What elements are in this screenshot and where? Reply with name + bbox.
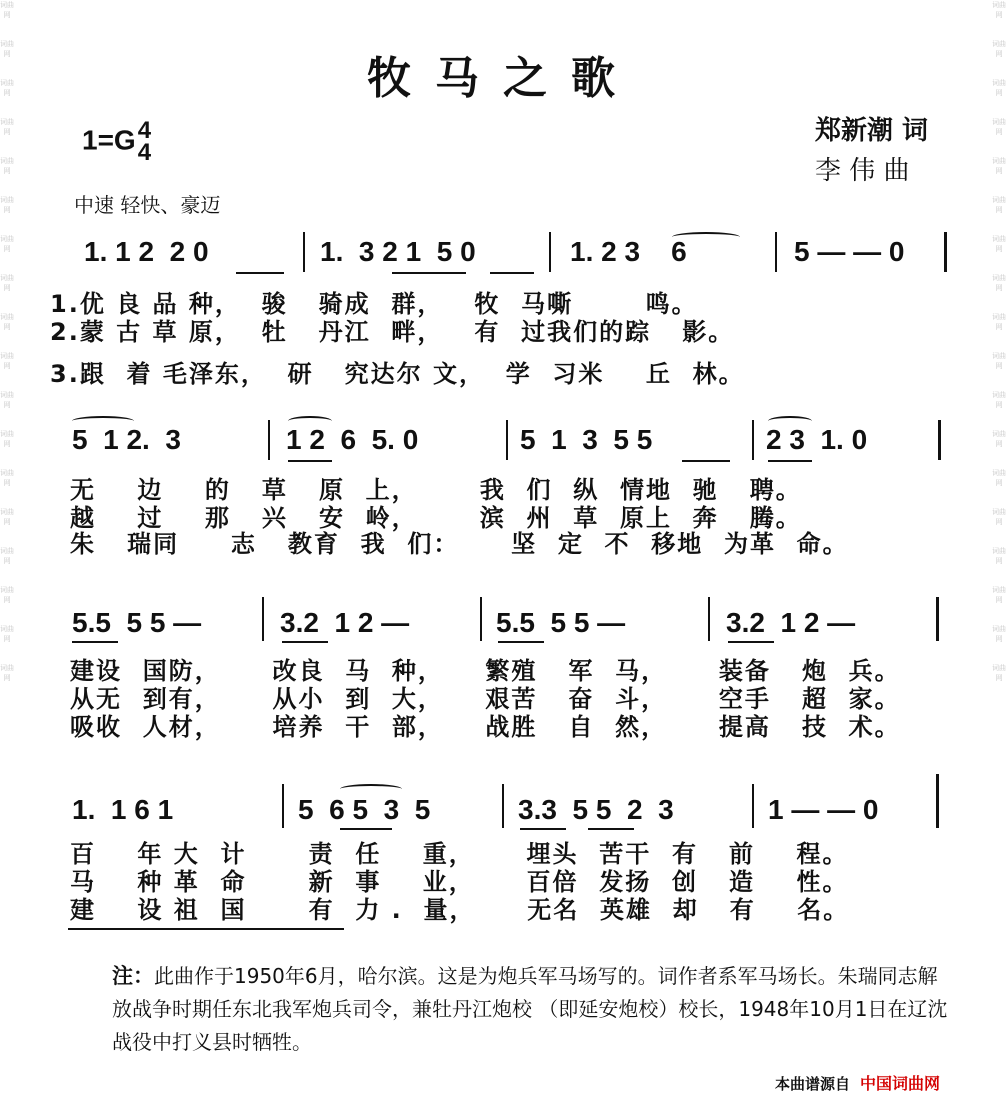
watermark-text: 词曲网 bbox=[0, 274, 14, 292]
measure: 5 1 2. 3 bbox=[72, 424, 181, 455]
barline bbox=[502, 784, 504, 828]
measure: 1 2 6 5. 0 bbox=[286, 424, 419, 455]
barline bbox=[282, 784, 284, 828]
measure: 5.5 5 5 — bbox=[496, 607, 626, 638]
slur bbox=[340, 784, 402, 794]
watermark-text: 词曲网 bbox=[0, 664, 14, 682]
barline bbox=[480, 597, 482, 641]
watermark-text: 词曲网 bbox=[0, 313, 14, 331]
watermark-text: 词曲网 bbox=[0, 79, 14, 97]
beam bbox=[72, 641, 118, 643]
beam bbox=[236, 272, 284, 274]
barline bbox=[303, 232, 305, 272]
watermark-text: 词曲网 bbox=[992, 664, 1006, 682]
watermark-text: 词曲网 bbox=[992, 508, 1006, 526]
footnote bbox=[112, 960, 952, 1059]
lyric-line: 3.跟 着 毛泽东， 研 究达尔 文， 学 习米 丘 林。 bbox=[50, 360, 745, 388]
key-signature bbox=[82, 117, 152, 166]
slur bbox=[72, 416, 134, 426]
song-title: 牧马之歌 bbox=[367, 53, 639, 104]
watermark-right bbox=[992, 0, 1006, 1119]
watermark-text: 词曲网 bbox=[992, 40, 1006, 58]
beam bbox=[768, 460, 812, 462]
watermark-text: 词曲网 bbox=[0, 430, 14, 448]
watermark-text: 词曲网 bbox=[0, 157, 14, 175]
source-site-link[interactable]: 中国词曲网 bbox=[860, 1074, 941, 1093]
watermark-text: 词曲网 bbox=[0, 1, 14, 19]
watermark-left bbox=[0, 0, 14, 1119]
measure: 1. 2 3 6 bbox=[570, 236, 687, 267]
watermark-text: 词曲网 bbox=[992, 118, 1006, 136]
watermark-text: 词曲网 bbox=[992, 391, 1006, 409]
beam bbox=[682, 460, 730, 462]
watermark-text: 词曲网 bbox=[992, 469, 1006, 487]
time-bottom: 4 bbox=[137, 139, 152, 166]
watermark-text: 词曲网 bbox=[0, 625, 14, 643]
lyric-line: 朱 瑞同 志 教育 我 们： 坚 定 不 移地 为革 命。 bbox=[70, 530, 849, 558]
barline bbox=[936, 774, 939, 828]
footnote-divider bbox=[68, 928, 344, 930]
lyric-line: 1.优 良 品 种， 骏 骑成 群， 牧 马嘶 鸣。 bbox=[50, 290, 698, 318]
barline bbox=[549, 232, 551, 272]
beam bbox=[282, 641, 328, 643]
watermark-text: 词曲网 bbox=[0, 586, 14, 604]
barline bbox=[936, 597, 939, 641]
footnote-text: 此曲作于1950年6月，哈尔滨。这是为炮兵军马场写的。词作者系军马场长。朱瑞同志解放战争时期任东北我军炮兵司令，兼牡丹江炮校 （即延安炮校）校长，1948年10月1日在辽沈战役中打义县时牺牲。 bbox=[112, 964, 948, 1054]
watermark-text: 词曲网 bbox=[0, 352, 14, 370]
lyricist: 郑新潮 词 bbox=[815, 116, 929, 146]
source-credit bbox=[775, 1071, 940, 1094]
watermark-text: 词曲网 bbox=[0, 40, 14, 58]
watermark-text: 词曲网 bbox=[992, 547, 1006, 565]
beam bbox=[498, 641, 544, 643]
time-signature bbox=[137, 117, 152, 166]
watermark-text: 词曲网 bbox=[0, 118, 14, 136]
slur bbox=[672, 232, 740, 242]
watermark-text: 词曲网 bbox=[0, 469, 14, 487]
watermark-text: 词曲网 bbox=[992, 274, 1006, 292]
watermark-text: 词曲网 bbox=[992, 430, 1006, 448]
lyric-line: 建 设 祖 国 有 力 . 量， 无名 英雄 却 有 名。 bbox=[70, 896, 850, 924]
measure: 5.5 5 5 — bbox=[72, 607, 202, 638]
beam bbox=[392, 272, 466, 274]
watermark-text: 词曲网 bbox=[992, 352, 1006, 370]
lyric-line: 百 年 大 计 责 任 重， 埋头 苦干 有 前 程。 bbox=[70, 840, 849, 868]
watermark-text: 词曲网 bbox=[992, 1, 1006, 19]
barline bbox=[752, 420, 754, 460]
barline bbox=[708, 597, 710, 641]
watermark-text: 词曲网 bbox=[0, 547, 14, 565]
barline bbox=[506, 420, 508, 460]
slur bbox=[768, 416, 812, 426]
barline bbox=[262, 597, 264, 641]
lyric-line: 2.蒙 古 草 原， 牡 丹江 畔， 有 过我们的踪 影。 bbox=[50, 318, 735, 346]
lyric-line: 从无 到有， 从小 到 大， 艰苦 奋 斗， 空手 超 家。 bbox=[70, 685, 901, 713]
watermark-text: 词曲网 bbox=[0, 508, 14, 526]
watermark-text: 词曲网 bbox=[992, 625, 1006, 643]
beam bbox=[340, 828, 392, 830]
barline bbox=[938, 420, 941, 460]
measure: 3.2 1 2 — bbox=[280, 607, 410, 638]
watermark-text: 词曲网 bbox=[992, 79, 1006, 97]
slur bbox=[288, 416, 332, 426]
beam bbox=[520, 828, 566, 830]
measure: 3.3 5 5 2 3 bbox=[518, 794, 674, 825]
lyric-line: 马 种 革 命 新 事 业， 百倍 发扬 创 造 性。 bbox=[70, 868, 849, 896]
watermark-text: 词曲网 bbox=[992, 157, 1006, 175]
lyric-line: 越 过 那 兴 安 岭， 滨 州 草 原上 奔 腾。 bbox=[70, 504, 802, 532]
measure: 1 — — 0 bbox=[768, 794, 879, 825]
beam bbox=[728, 641, 774, 643]
measure: 5 — — 0 bbox=[794, 236, 905, 267]
watermark-text: 词曲网 bbox=[992, 235, 1006, 253]
source-label: 本曲谱源自 bbox=[775, 1075, 851, 1093]
watermark-text: 词曲网 bbox=[0, 196, 14, 214]
watermark-text: 词曲网 bbox=[0, 235, 14, 253]
measure: 5 6 5 3 5 bbox=[298, 794, 431, 825]
lyric-line: 无 边 的 草 原 上， 我 们 纵 情地 驰 聘。 bbox=[70, 476, 802, 504]
key-label: 1=G bbox=[82, 124, 136, 156]
tempo-marking: 中速 轻快、豪迈 bbox=[74, 193, 221, 217]
measure: 2 3 1. 0 bbox=[766, 424, 868, 455]
beam bbox=[588, 828, 634, 830]
measure: 3.2 1 2 — bbox=[726, 607, 856, 638]
measure: 1. 1 2 2 0 bbox=[84, 236, 209, 267]
barline bbox=[752, 784, 754, 828]
composer: 李 伟 曲 bbox=[815, 156, 910, 186]
beam bbox=[490, 272, 534, 274]
watermark-text: 词曲网 bbox=[992, 313, 1006, 331]
barline bbox=[268, 420, 270, 460]
watermark-text: 词曲网 bbox=[992, 586, 1006, 604]
footnote-label: 注： bbox=[112, 964, 154, 988]
barline bbox=[775, 232, 777, 272]
watermark-text: 词曲网 bbox=[0, 391, 14, 409]
beam bbox=[288, 460, 332, 462]
measure: 1. 1 6 1 bbox=[72, 794, 174, 825]
lyric-line: 建设 国防， 改良 马 种， 繁殖 军 马， 装备 炮 兵。 bbox=[70, 657, 901, 685]
lyric-line: 吸收 人材， 培养 干 部， 战胜 自 然， 提高 技 术。 bbox=[70, 713, 901, 741]
measure: 1. 3 2 1 5 0 bbox=[320, 236, 476, 267]
measure: 5 1 3 5 5 bbox=[520, 424, 653, 455]
time-top: 4 bbox=[137, 117, 152, 144]
barline bbox=[944, 232, 947, 272]
watermark-text: 词曲网 bbox=[992, 196, 1006, 214]
